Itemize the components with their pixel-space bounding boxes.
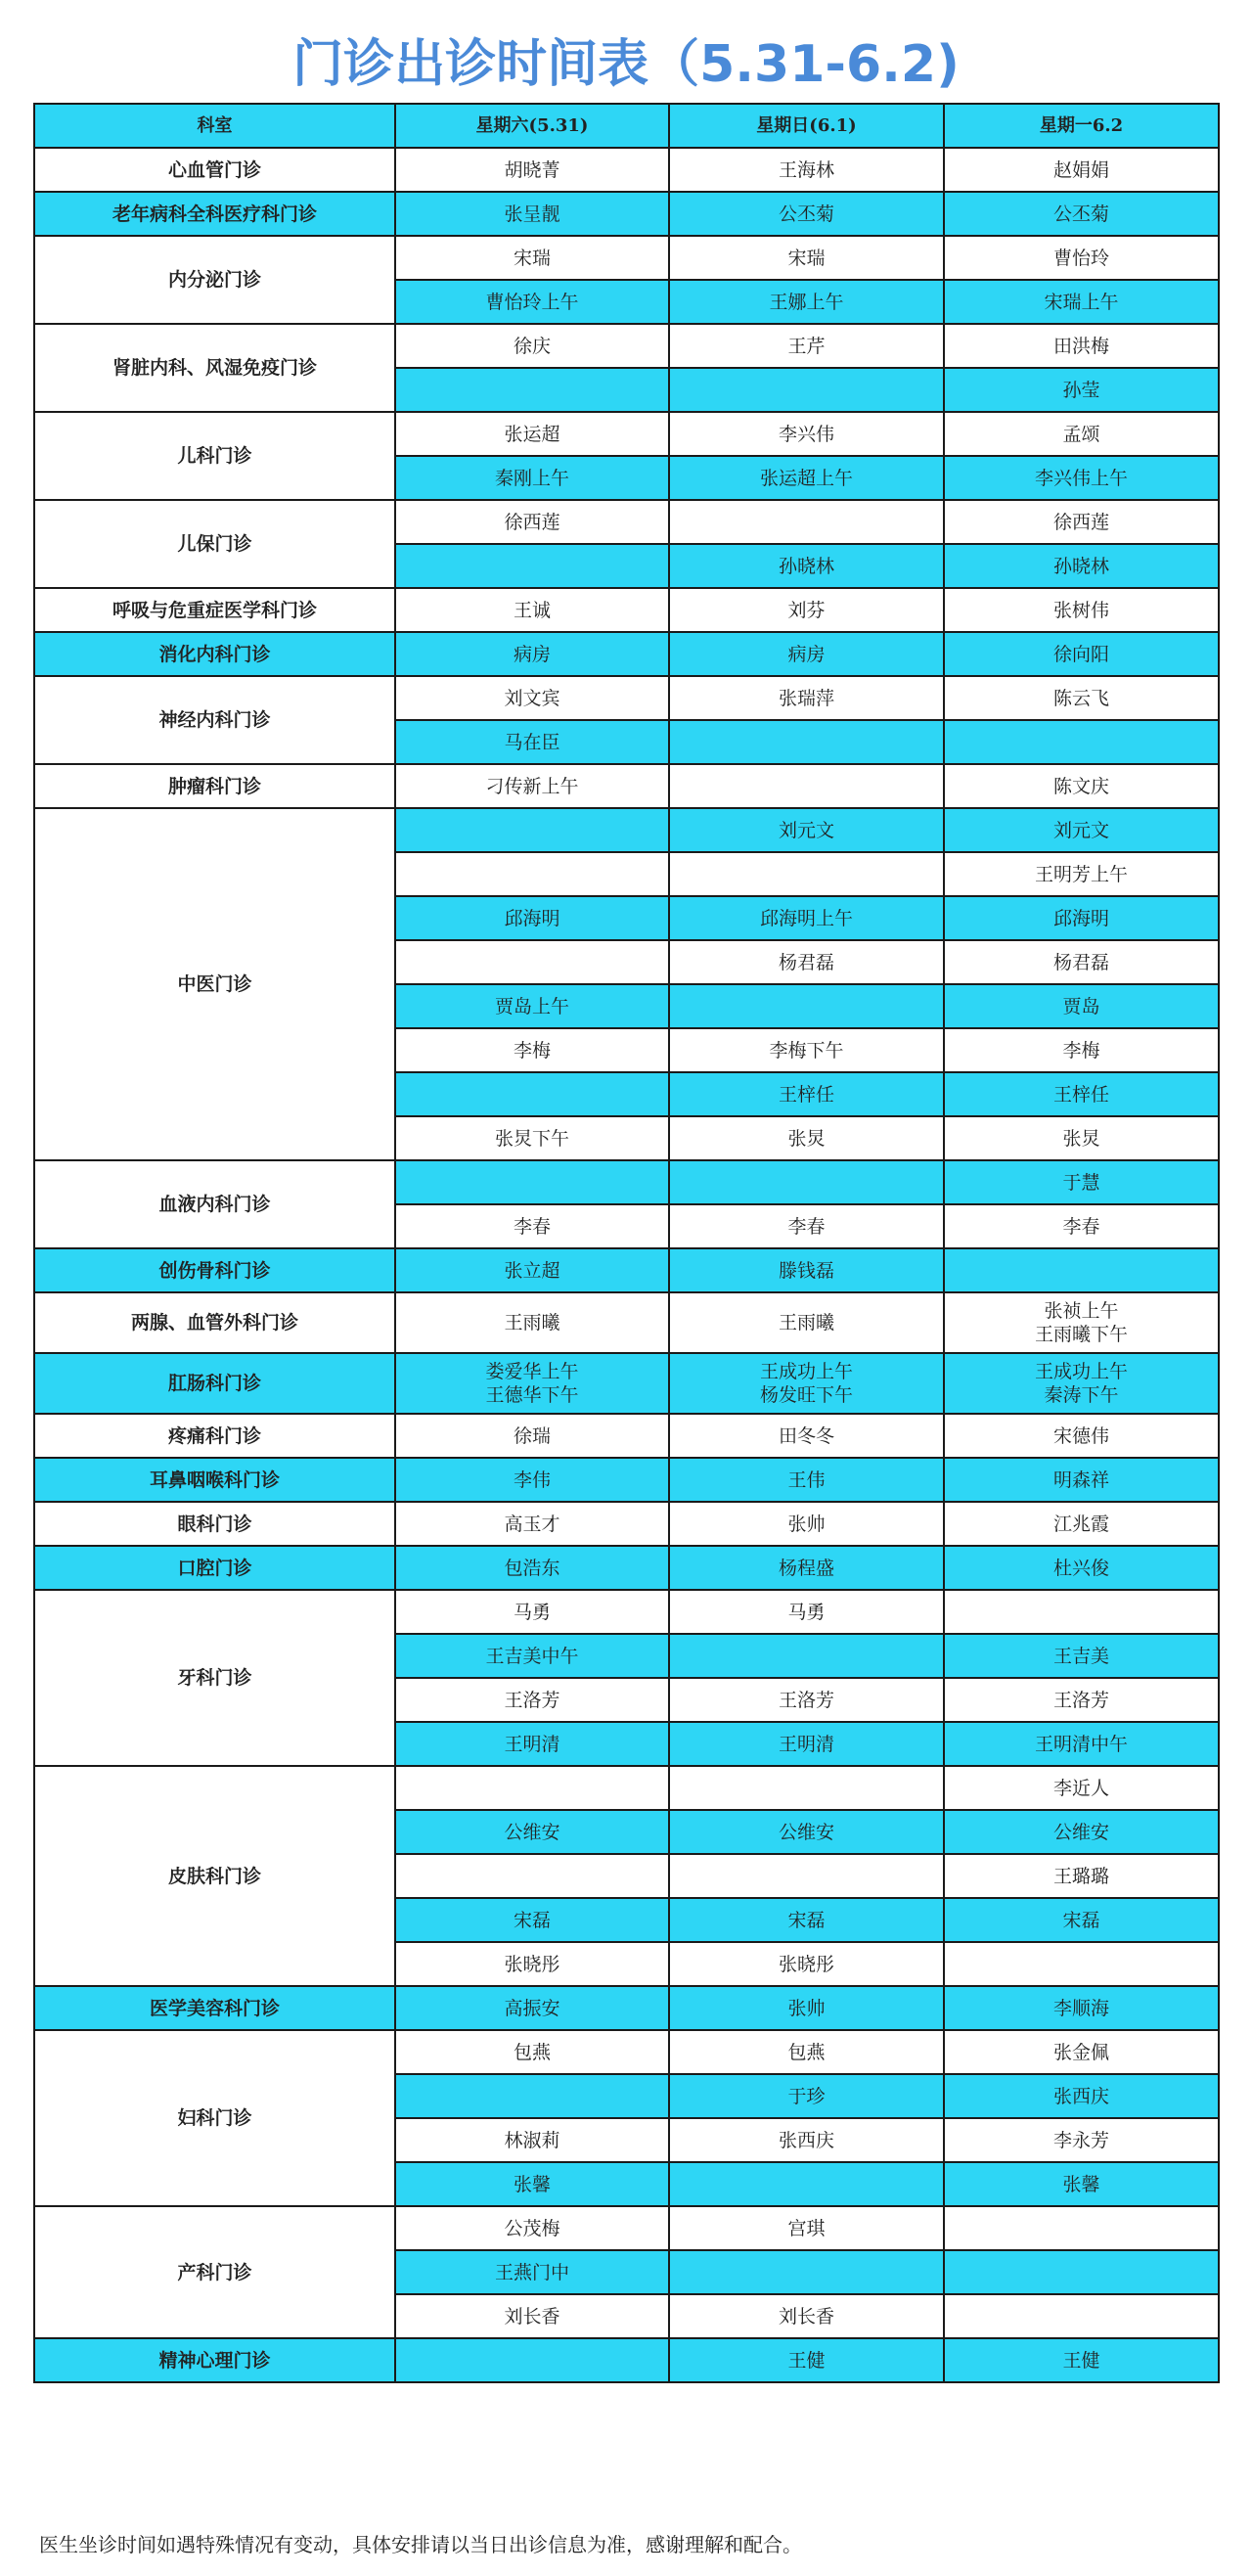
doctor-cell: 张晓彤: [669, 1942, 944, 1986]
table-row: [34, 1546, 1219, 1590]
department-name: 呼吸与危重症医学科门诊: [34, 588, 395, 632]
doctor-cell: 王伟: [669, 1458, 944, 1502]
doctor-cell: 马勇: [669, 1590, 944, 1634]
doctor-cell: [944, 1248, 1219, 1292]
doctor-cell: 曹怡玲: [944, 236, 1219, 280]
doctor-cell: 病房: [395, 632, 669, 676]
doctor-name-line: 王成功上午: [759, 1361, 853, 1382]
doctor-cell: 李春: [669, 1204, 944, 1248]
table-row: [34, 588, 1219, 632]
doctor-cell: 王雨曦: [669, 1292, 944, 1353]
doctor-cell: 宋瑞: [669, 236, 944, 280]
department-name: 产科门诊: [34, 2206, 395, 2338]
doctor-cell: 张金佩: [944, 2030, 1219, 2074]
doctor-cell: [395, 1072, 669, 1116]
doctor-cell: 公丕菊: [944, 192, 1219, 236]
table-row: [34, 632, 1219, 676]
doctor-cell: 李梅下午: [669, 1028, 944, 1072]
department-name: 眼科门诊: [34, 1502, 395, 1546]
doctor-cell: [669, 368, 944, 412]
doctor-cell: 李梅: [944, 1028, 1219, 1072]
doctor-cell: [395, 544, 669, 588]
doctor-cell: 杨君磊: [669, 940, 944, 984]
doctor-cell: 王洛芳: [669, 1678, 944, 1722]
doctor-cell: 张运超上午: [669, 456, 944, 500]
table-row: [34, 500, 1219, 544]
doctor-cell: [669, 2250, 944, 2294]
table-row: [34, 1414, 1219, 1458]
schedule-table: [33, 103, 1220, 2383]
doctor-cell: [669, 1766, 944, 1810]
department-name: 肛肠科门诊: [34, 1353, 395, 1414]
doctor-cell: 包浩东: [395, 1546, 669, 1590]
doctor-cell: 贾岛上午: [395, 984, 669, 1028]
header-row: [34, 104, 1219, 148]
doctor-cell: 徐庆: [395, 324, 669, 368]
table-row: [34, 764, 1219, 808]
doctor-cell: 王梓任: [944, 1072, 1219, 1116]
doctor-cell: [944, 720, 1219, 764]
doctor-cell: 马在臣: [395, 720, 669, 764]
doctor-cell: 邱海明: [395, 896, 669, 940]
doctor-cell: 王健: [669, 2338, 944, 2382]
doctor-cell: 王明芳上午: [944, 852, 1219, 896]
department-name: 神经内科门诊: [34, 676, 395, 764]
table-row: [34, 1353, 1219, 1414]
department-name: 中医门诊: [34, 808, 395, 1160]
doctor-cell: 张馨: [944, 2162, 1219, 2206]
doctor-cell: 公维安: [669, 1810, 944, 1854]
doctor-cell: 李兴伟: [669, 412, 944, 456]
doctor-cell: 包燕: [669, 2030, 944, 2074]
table-row: [34, 2338, 1219, 2382]
department-name: 创伤骨科门诊: [34, 1248, 395, 1292]
doctor-cell: [944, 2250, 1219, 2294]
doctor-cell: 孙莹: [944, 368, 1219, 412]
doctor-cell: 公茂梅: [395, 2206, 669, 2250]
table-row: [34, 676, 1219, 720]
doctor-cell: 王洛芳: [395, 1678, 669, 1722]
doctor-cell: [669, 1353, 944, 1414]
doctor-cell: 孙晓林: [944, 544, 1219, 588]
doctor-cell: 公丕菊: [669, 192, 944, 236]
doctor-cell: [669, 1160, 944, 1204]
doctor-name-line: 张祯上午: [1044, 1300, 1119, 1322]
doctor-cell: 张炅: [669, 1116, 944, 1160]
department-name: 消化内科门诊: [34, 632, 395, 676]
department-name: 心血管门诊: [34, 148, 395, 192]
table-row: [34, 808, 1219, 852]
table-row: [34, 1766, 1219, 1810]
doctor-cell: [669, 2162, 944, 2206]
doctor-cell: 王吉美: [944, 1634, 1219, 1678]
table-row: [34, 1986, 1219, 2030]
table-row: [34, 192, 1219, 236]
table-row: [34, 1458, 1219, 1502]
doctor-cell: 张馨: [395, 2162, 669, 2206]
doctor-cell: [944, 1942, 1219, 1986]
table-row: [34, 1160, 1219, 1204]
doctor-cell: [669, 1854, 944, 1898]
doctor-cell: 李兴伟上午: [944, 456, 1219, 500]
doctor-cell: 刘长香: [395, 2294, 669, 2338]
doctor-cell: 李梅: [395, 1028, 669, 1072]
doctor-cell: 张西庆: [944, 2074, 1219, 2118]
doctor-name-line: 王成功上午: [1034, 1361, 1128, 1382]
doctor-cell: 赵娟娟: [944, 148, 1219, 192]
doctor-cell: [669, 500, 944, 544]
doctor-cell: 王明清: [395, 1722, 669, 1766]
doctor-cell: [395, 808, 669, 852]
doctor-cell: 田洪梅: [944, 324, 1219, 368]
doctor-cell: 宋磊: [395, 1898, 669, 1942]
doctor-cell: 张呈靓: [395, 192, 669, 236]
doctor-cell: 宋磊: [944, 1898, 1219, 1942]
doctor-cell: 秦刚上午: [395, 456, 669, 500]
doctor-cell: 宫琪: [669, 2206, 944, 2250]
doctor-name-line: 王德华下午: [485, 1384, 579, 1406]
doctor-cell: 李永芳: [944, 2118, 1219, 2162]
department-name: 医学美容科门诊: [34, 1986, 395, 2030]
doctor-name-line: 王雨曦下午: [1034, 1324, 1128, 1345]
doctor-cell: 徐瑞: [395, 1414, 669, 1458]
doctor-cell: 曹怡玲上午: [395, 280, 669, 324]
doctor-cell: 王芹: [669, 324, 944, 368]
department-name: 两腺、血管外科门诊: [34, 1292, 395, 1353]
doctor-cell: 高玉才: [395, 1502, 669, 1546]
table-row: [34, 1590, 1219, 1634]
doctor-cell: 王娜上午: [669, 280, 944, 324]
doctor-cell: [395, 2074, 669, 2118]
doctor-cell: [395, 1353, 669, 1414]
header-sunday: 星期日(6.1): [669, 104, 944, 148]
doctor-cell: 李顺海: [944, 1986, 1219, 2030]
header-saturday: 星期六(5.31): [395, 104, 669, 148]
doctor-cell: 王璐璐: [944, 1854, 1219, 1898]
doctor-cell: 李春: [944, 1204, 1219, 1248]
table-row: [34, 2206, 1219, 2250]
doctor-cell: 高振安: [395, 1986, 669, 2030]
doctor-name-line: 秦涛下午: [1044, 1384, 1119, 1406]
department-name: 肿瘤科门诊: [34, 764, 395, 808]
footer-note: 医生坐诊时间如遇特殊情况有变动，具体安排请以当日出诊信息为准，感谢理解和配合。: [39, 2533, 802, 2556]
table-row: [34, 1502, 1219, 1546]
doctor-cell: 张瑞萍: [669, 676, 944, 720]
doctor-cell: 徐西莲: [395, 500, 669, 544]
doctor-cell: 公维安: [395, 1810, 669, 1854]
department-name: 耳鼻咽喉科门诊: [34, 1458, 395, 1502]
doctor-cell: 杨君磊: [944, 940, 1219, 984]
page-title: 门诊出诊时间表（5.31-6.2): [292, 35, 960, 94]
doctor-cell: 病房: [669, 632, 944, 676]
doctor-cell: [669, 764, 944, 808]
doctor-cell: [944, 2294, 1219, 2338]
doctor-cell: 王明清: [669, 1722, 944, 1766]
doctor-cell: 刘文宾: [395, 676, 669, 720]
doctor-cell: 李春: [395, 1204, 669, 1248]
department-name: 口腔门诊: [34, 1546, 395, 1590]
doctor-cell: [944, 1590, 1219, 1634]
doctor-cell: 明森祥: [944, 1458, 1219, 1502]
doctor-cell: 刘芬: [669, 588, 944, 632]
header-monday: 星期一6.2: [944, 104, 1219, 148]
doctor-cell: 王明清中午: [944, 1722, 1219, 1766]
doctor-cell: [944, 1353, 1219, 1414]
doctor-cell: 杜兴俊: [944, 1546, 1219, 1590]
doctor-cell: 王诚: [395, 588, 669, 632]
doctor-cell: 贾岛: [944, 984, 1219, 1028]
doctor-cell: 王海林: [669, 148, 944, 192]
doctor-cell: 胡晓菁: [395, 148, 669, 192]
doctor-cell: 王雨曦: [395, 1292, 669, 1353]
table-row: [34, 148, 1219, 192]
doctor-cell: 陈云飞: [944, 676, 1219, 720]
doctor-name-line: 娄爱华上午: [485, 1361, 579, 1382]
doctor-cell: [669, 984, 944, 1028]
doctor-cell: 林淑莉: [395, 2118, 669, 2162]
table-row: [34, 236, 1219, 280]
doctor-cell: 张炅: [944, 1116, 1219, 1160]
doctor-cell: 孙晓林: [669, 544, 944, 588]
doctor-cell: 刘长香: [669, 2294, 944, 2338]
table-row: [34, 324, 1219, 368]
schedule-body: [34, 104, 1219, 2382]
doctor-cell: 滕钱磊: [669, 1248, 944, 1292]
doctor-cell: 王健: [944, 2338, 1219, 2382]
doctor-cell: 杨程盛: [669, 1546, 944, 1590]
doctor-cell: 宋磊: [669, 1898, 944, 1942]
doctor-cell: [395, 368, 669, 412]
doctor-cell: 王洛芳: [944, 1678, 1219, 1722]
doctor-cell: 王吉美中午: [395, 1634, 669, 1678]
doctor-cell: 包燕: [395, 2030, 669, 2074]
doctor-cell: 宋德伟: [944, 1414, 1219, 1458]
doctor-cell: [395, 2338, 669, 2382]
doctor-cell: 田冬冬: [669, 1414, 944, 1458]
department-name: 儿保门诊: [34, 500, 395, 588]
department-name: 皮肤科门诊: [34, 1766, 395, 1986]
doctor-cell: 张帅: [669, 1502, 944, 1546]
doctor-cell: [669, 720, 944, 764]
doctor-cell: 宋瑞: [395, 236, 669, 280]
doctor-cell: [395, 1854, 669, 1898]
doctor-cell: 陈文庆: [944, 764, 1219, 808]
doctor-cell: [669, 1634, 944, 1678]
doctor-cell: 江兆霞: [944, 1502, 1219, 1546]
doctor-cell: 张炅下午: [395, 1116, 669, 1160]
doctor-cell: 刘元文: [944, 808, 1219, 852]
department-name: 老年病科全科医疗科门诊: [34, 192, 395, 236]
doctor-cell: 于慧: [944, 1160, 1219, 1204]
doctor-cell: 王梓任: [669, 1072, 944, 1116]
doctor-cell: [944, 2206, 1219, 2250]
doctor-cell: [395, 1766, 669, 1810]
department-name: 肾脏内科、风湿免疫门诊: [34, 324, 395, 412]
table-row: [34, 2030, 1219, 2074]
doctor-cell: 张西庆: [669, 2118, 944, 2162]
doctor-cell: 徐向阳: [944, 632, 1219, 676]
doctor-cell: [944, 1292, 1219, 1353]
doctor-cell: 张晓彤: [395, 1942, 669, 1986]
department-name: 疼痛科门诊: [34, 1414, 395, 1458]
doctor-cell: 公维安: [944, 1810, 1219, 1854]
department-name: 精神心理门诊: [34, 2338, 395, 2382]
doctor-cell: [395, 940, 669, 984]
doctor-cell: 宋瑞上午: [944, 280, 1219, 324]
department-name: 血液内科门诊: [34, 1160, 395, 1248]
doctor-cell: 于珍: [669, 2074, 944, 2118]
department-name: 牙科门诊: [34, 1590, 395, 1766]
doctor-cell: 马勇: [395, 1590, 669, 1634]
doctor-cell: 邱海明: [944, 896, 1219, 940]
doctor-cell: 刘元文: [669, 808, 944, 852]
doctor-cell: 邱海明上午: [669, 896, 944, 940]
doctor-cell: 张树伟: [944, 588, 1219, 632]
doctor-cell: 徐西莲: [944, 500, 1219, 544]
doctor-cell: 李伟: [395, 1458, 669, 1502]
table-row: [34, 1292, 1219, 1353]
department-name: 内分泌门诊: [34, 236, 395, 324]
department-name: 儿科门诊: [34, 412, 395, 500]
table-row: [34, 412, 1219, 456]
doctor-cell: 刁传新上午: [395, 764, 669, 808]
doctor-cell: [395, 852, 669, 896]
header-department: 科室: [34, 104, 395, 148]
doctor-cell: [395, 1160, 669, 1204]
doctor-name-line: 杨发旺下午: [759, 1384, 853, 1406]
doctor-cell: [669, 852, 944, 896]
department-name: 妇科门诊: [34, 2030, 395, 2206]
table-row: [34, 1248, 1219, 1292]
doctor-cell: 张立超: [395, 1248, 669, 1292]
doctor-cell: 张帅: [669, 1986, 944, 2030]
doctor-cell: 孟颂: [944, 412, 1219, 456]
doctor-cell: 李近人: [944, 1766, 1219, 1810]
doctor-cell: 王燕门中: [395, 2250, 669, 2294]
doctor-cell: 张运超: [395, 412, 669, 456]
